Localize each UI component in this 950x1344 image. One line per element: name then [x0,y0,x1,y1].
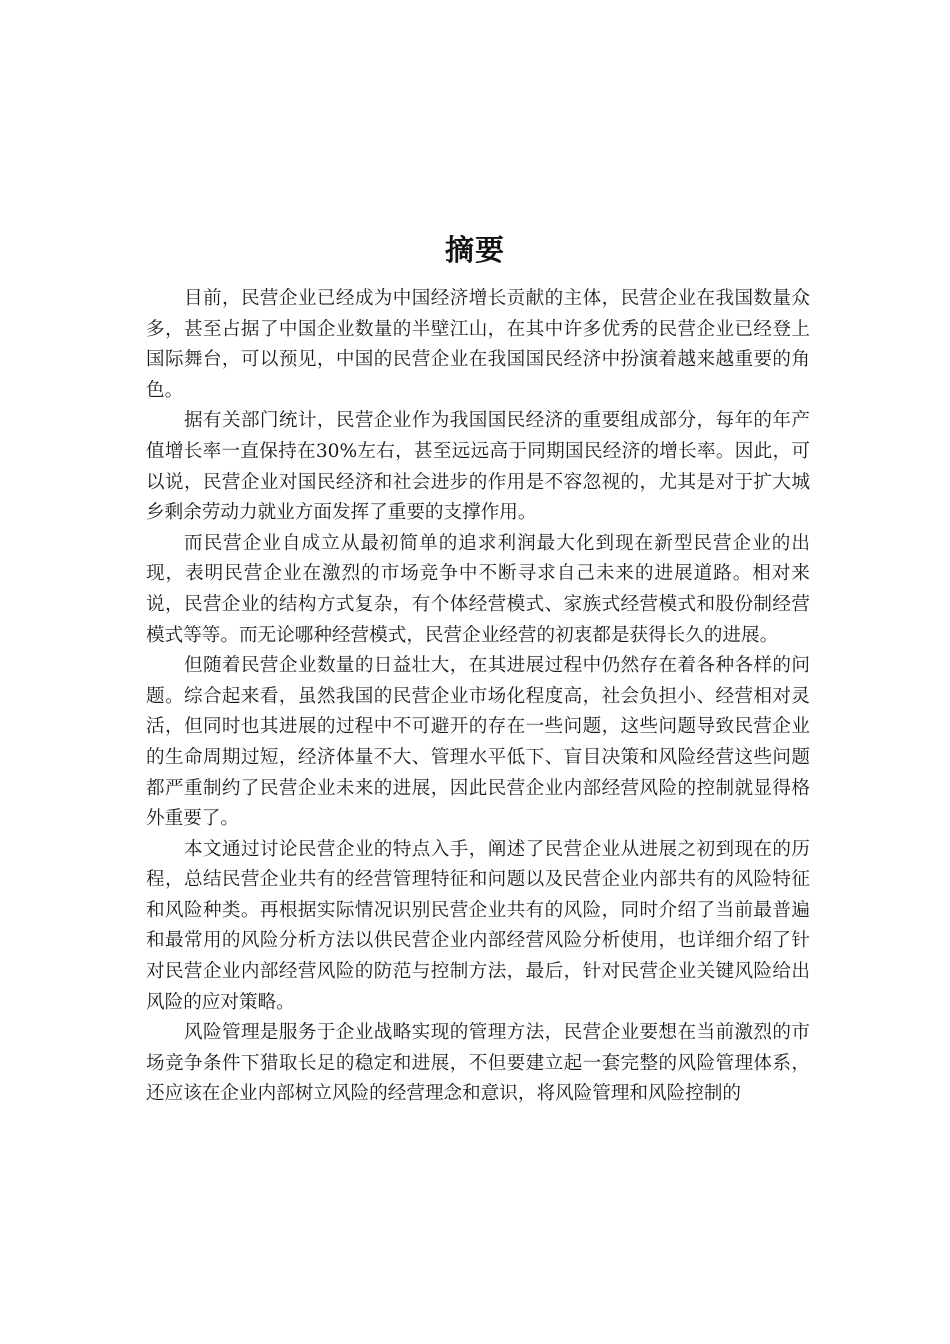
paragraph-1: 目前，民营企业已经成为中国经济增长贡献的主体，民营企业在我国数量众多，甚至占据了中国企业数量的半壁江山，在其中许多优秀的民营企业已经登上国际舞台，可以预见，中国的民营企业在我国国民经济中扮演着越来越重要的角色。 [146,288,810,401]
paragraph-3: 而民营企业自成立从最初简单的追求利润最大化到现在新型民营企业的出现，表明民营企业在激烈的市场竞争中不断寻求自己未来的进展道路。相对来说，民营企业的结构方式复杂，有个体经营模式、家族式经营模式和股份制经营模式等等。而无论哪种经营模式，民营企业经营的初衷都是获得长久的进展。 [146,532,810,646]
abstract-title: 摘要 [444,233,505,268]
paragraph-2: 据有关部门统计，民营企业作为我国国民经济的重要组成部分，每年的年产值增长率一直保持在30%左右，甚至远远高于同期国民经济的增长率。因此，可以说，民营企业对国民经济和社会进步的作用是不容忽视的，尤其是对于扩大城乡剩余劳动力就业方面发挥了重要的支撑作用。 [146,410,810,524]
abstract-body [146,284,810,1110]
paragraph-4: 但随着民营企业数量的日益壮大，在其进展过程中仍然存在着各种各样的问题。综合起来看，虽然我国的民营企业市场化程度高，社会负担小、经营相对灵活，但同时也其进展的过程中不可避开的存在一些问题，这些问题导致民营企业的生命周期过短，经济体量不大、管理水平低下、盲目决策和风险经营这些问题都严重制约了民营企业未来的进展，因此民营企业内部经营风险的控制就显得格外重要了。 [146,655,810,830]
paragraph-5: 本文通过讨论民营企业的特点入手，阐述了民营企业从进展之初到现在的历程，总结民营企业共有的经营管理特征和问题以及民营企业内部共有的风险特征和风险种类。再根据实际情况识别民营企业共有的风险，同时介绍了当前最普遍和最常用的风险分析方法以供民营企业内部经营风险分析使用，也详细介绍了针对民营企业内部经营风险的防范与控制方法，最后，针对民营企业关键风险给出风险的应对策略。 [146,838,810,1013]
paragraph-6: 风险管理是服务于企业战略实现的管理方法，民营企业要想在当前激烈的市场竞争条件下猎取长足的稳定和进展，不但要建立起一套完整的风险管理体系，还应该在企业内部树立风险的经营理念和意识，将风险管理和风险控制的 [146,1022,810,1105]
